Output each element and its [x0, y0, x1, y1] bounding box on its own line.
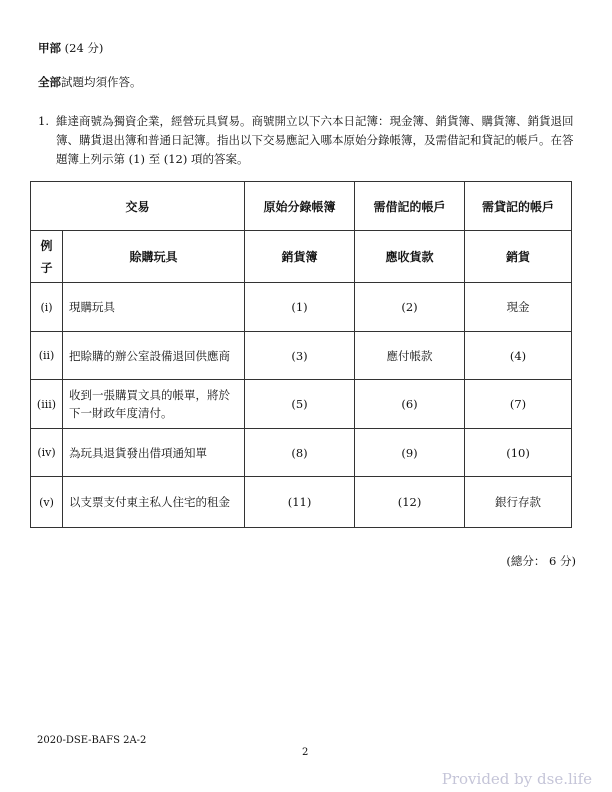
table-row — [31, 429, 572, 477]
example-description: 賒購玩具 — [63, 231, 245, 283]
row-description: 現購玩具 — [63, 283, 245, 332]
page-number: 2 — [302, 747, 309, 758]
section-marks: (24 分) — [64, 41, 104, 55]
instruction-bold: 全部 — [38, 75, 61, 89]
row-book: (11) — [245, 477, 355, 528]
row-credit: (4) — [465, 332, 572, 380]
row-number: (iv) — [31, 429, 63, 477]
table-row — [31, 332, 572, 380]
row-description: 以支票支付東主私人住宅的租金 — [63, 477, 245, 528]
row-credit: 銀行存款 — [465, 477, 572, 528]
example-credit: 銷貨 — [465, 231, 572, 283]
section-label: 甲部 — [38, 41, 61, 55]
watermark: Provided by dse.life — [441, 770, 592, 788]
row-description: 把賒購的辦公室設備退回供應商 — [63, 332, 245, 380]
row-credit: (7) — [465, 380, 572, 429]
question-number: 1. — [38, 114, 49, 128]
row-description: 收到一張購買文具的帳單，將於下一財政年度清付。 — [63, 380, 245, 429]
instruction — [38, 74, 142, 90]
transaction-table — [30, 181, 572, 528]
row-description: 為玩具退貨發出借項通知單 — [63, 429, 245, 477]
row-debit: (12) — [355, 477, 465, 528]
header-debit: 需借記的帳戶 — [355, 182, 465, 231]
table-row — [31, 380, 572, 429]
table-header-row — [31, 182, 572, 231]
row-credit: 現金 — [465, 283, 572, 332]
row-book: (5) — [245, 380, 355, 429]
instruction-text: 試題均須作答。 — [61, 75, 142, 89]
row-book: (1) — [245, 283, 355, 332]
row-number: (ii) — [31, 332, 63, 380]
row-debit: 應付帳款 — [355, 332, 465, 380]
row-book: (3) — [245, 332, 355, 380]
row-debit: (6) — [355, 380, 465, 429]
example-label — [31, 231, 63, 283]
example-label-line2: 子 — [40, 260, 53, 275]
row-number: (iii) — [31, 380, 63, 429]
table-row — [31, 283, 572, 332]
header-credit: 需貸記的帳戶 — [465, 182, 572, 231]
row-number: (i) — [31, 283, 63, 332]
example-label-line1: 例 — [40, 238, 53, 253]
example-debit: 應收貨款 — [355, 231, 465, 283]
header-transaction: 交易 — [31, 182, 245, 231]
example-book: 銷貨簿 — [245, 231, 355, 283]
header-book: 原始分錄帳簿 — [245, 182, 355, 231]
row-debit: (9) — [355, 429, 465, 477]
question-text: 維達商號為獨資企業，經營玩具貿易。商號開立以下六本日記簿：現金簿、銷貨簿、購貨簿、銷貨退回簿、購貨退出簿和普通日記簿。指出以下交易應記入哪本原始分錄帳簿，及需借記和貸記的帳戶。在答題簿上列示第 (1) 至 (12) 項的答案。 — [56, 114, 574, 166]
row-number: (v) — [31, 477, 63, 528]
example-row — [31, 231, 572, 283]
row-book: (8) — [245, 429, 355, 477]
paper-code: 2020-DSE-BAFS 2A-2 — [37, 735, 147, 746]
table-row — [31, 477, 572, 528]
row-debit: (2) — [355, 283, 465, 332]
row-credit: (10) — [465, 429, 572, 477]
section-title — [38, 40, 103, 56]
total-marks: (總分： 6 分) — [506, 554, 576, 568]
